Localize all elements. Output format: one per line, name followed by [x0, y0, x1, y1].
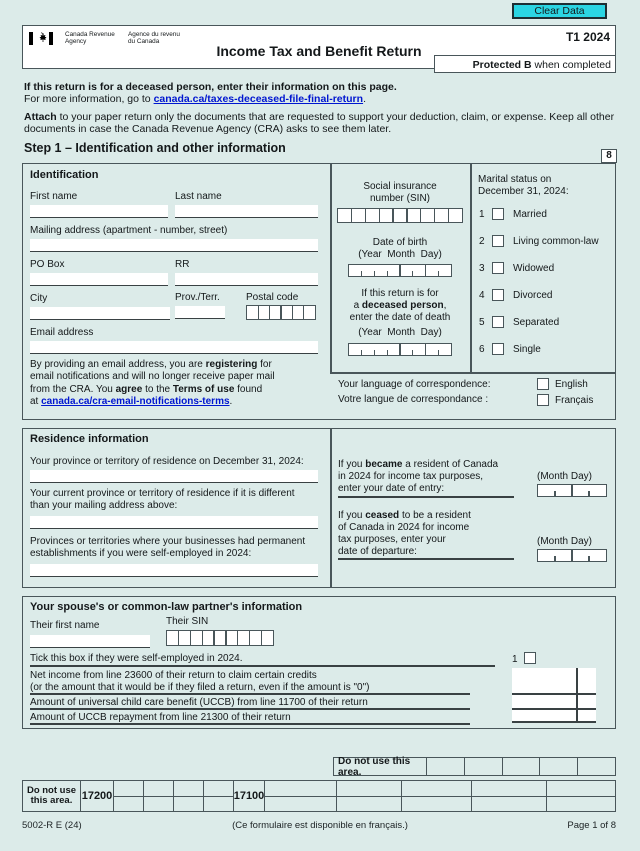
spouse-heading: Your spouse's or common-law partner's information	[30, 601, 303, 613]
email-registration-note: By providing an email address, you are registering for email notifications and will no longer receive paper mail from the CRA. You agree to the Terms of use found at canada.ca/cra-email-notifications-terms.	[30, 359, 275, 408]
po-box-input[interactable]	[30, 273, 168, 286]
spouse-amount-fields[interactable]	[512, 668, 596, 723]
french-availability-note: (Ce formulaire est disponible en français.)	[232, 820, 408, 831]
became-resident-label: If you became a resident of Canada in 2024 for income tax purposes, enter your date of entry:	[338, 459, 499, 494]
band-cell	[264, 781, 336, 811]
residence-q2-label: Your current province or territory of residence if it is different than your mailing address above:	[30, 488, 295, 511]
language-english-label: English	[555, 379, 588, 390]
residence-q3-label: Provinces or territories where your businesses had permanent establishments if you were self-employed in 2024:	[30, 536, 306, 559]
spouse-self-employed-num: 1	[512, 654, 518, 665]
spouse-self-employed-checkbox[interactable]	[524, 652, 536, 664]
band-cell	[173, 781, 203, 811]
attach-instruction-line1: Attach to your paper return only the documents that are requested to support your deduction, claim, or expense. Keep all other	[24, 111, 615, 123]
spouse-net-income-label: Net income from line 23600 of their return to claim certain credits (or the amount that it would be if they filed a return, even if the amount is "0")	[30, 670, 370, 693]
ceased-resident-rule	[338, 558, 514, 560]
marital-single-label: Single	[513, 344, 541, 355]
marital-widowed-checkbox[interactable]	[492, 262, 504, 274]
language-francais-label: Français	[555, 395, 594, 406]
first-name-input[interactable]	[30, 205, 168, 218]
form-id-label: T1 2024	[565, 30, 610, 44]
band-cell	[203, 781, 233, 811]
email-input[interactable]	[30, 341, 318, 354]
protected-b-label: Protected B when completed	[472, 59, 611, 71]
code-17100-cell: 17100	[233, 781, 264, 811]
postal-code-input[interactable]	[246, 305, 316, 320]
sin-label: Social insurance number (SIN)	[363, 181, 437, 204]
ceased-resident-label: If you ceased to be a resident of Canada in 2024 for income tax purposes, enter your date of departure:	[338, 510, 471, 557]
agency-name-en: Canada Revenue Agency	[65, 31, 115, 45]
more-info-line: For more information, go to canada.ca/taxes-deceased-file-final-return.	[24, 93, 366, 105]
spouse-first-name-input[interactable]	[30, 635, 150, 648]
dob-ymd-label: (Year Month Day)	[358, 249, 442, 260]
marital-num-6: 6	[479, 344, 485, 355]
spouse-sin-label: Their SIN	[166, 616, 209, 627]
marital-divorced-label: Divorced	[513, 290, 553, 301]
cents-divider	[576, 668, 578, 723]
marital-num-5: 5	[479, 317, 485, 328]
date-of-death-input[interactable]	[348, 343, 452, 356]
spouse-uccb-repayment-rule	[30, 723, 470, 725]
marital-num-2: 2	[479, 236, 485, 247]
city-label: City	[30, 293, 48, 304]
marital-num-3: 3	[479, 263, 485, 274]
step1-heading: Step 1 – Identification and other information	[24, 141, 286, 155]
identification-heading: Identification	[30, 169, 99, 181]
mailing-address-input[interactable]	[30, 239, 318, 252]
became-resident-rule	[338, 496, 514, 498]
entry-month-day-label: (Month Day)	[537, 471, 593, 482]
date-of-departure-input[interactable]	[537, 549, 607, 562]
departure-month-day-label: (Month Day)	[537, 536, 593, 547]
residence-q2-input[interactable]	[30, 516, 318, 529]
band-cell	[471, 781, 546, 811]
deceased-info-link[interactable]: canada.ca/taxes-deceased-file-final-return	[153, 93, 364, 105]
band-cell	[401, 781, 471, 811]
postal-code-label: Postal code	[246, 292, 299, 303]
attach-instruction-line2: documents in case the Canada Revenue Agency (CRA) asks to see them later.	[24, 123, 392, 135]
marital-commonlaw-checkbox[interactable]	[492, 235, 504, 247]
death-ymd-label: (Year Month Day)	[358, 327, 442, 338]
form-code: 5002-R E (24)	[22, 820, 82, 831]
marital-num-4: 4	[479, 290, 485, 301]
marital-widowed-label: Widowed	[513, 263, 555, 274]
protected-b-box	[434, 55, 616, 73]
dnu-cell	[464, 758, 502, 775]
form-title: Income Tax and Benefit Return	[216, 43, 422, 59]
spouse-net-income-rule	[30, 693, 470, 695]
residence-q1-input[interactable]	[30, 470, 318, 483]
prov-terr-label: Prov./Terr.	[175, 292, 220, 303]
prov-terr-input[interactable]	[175, 306, 225, 319]
mailing-address-label: Mailing address (apartment - number, street)	[30, 225, 228, 236]
marital-separated-checkbox[interactable]	[492, 316, 504, 328]
do-not-use-top-box	[333, 757, 616, 776]
marital-married-label: Married	[513, 209, 547, 220]
city-input[interactable]	[30, 307, 170, 320]
date-of-birth-label: Date of birth	[372, 237, 428, 248]
clear-data-button[interactable]: Clear Data	[512, 3, 607, 19]
last-name-input[interactable]	[175, 205, 318, 218]
language-divider	[330, 372, 616, 374]
dnu-cell	[539, 758, 577, 775]
last-name-label: Last name	[175, 191, 222, 202]
residence-q1-label: Your province or territory of residence on December 31, 2024:	[30, 456, 304, 467]
date-of-entry-input[interactable]	[537, 484, 607, 497]
language-francais-checkbox[interactable]	[537, 394, 549, 406]
date-of-death-note: If this return is for a deceased person, enter the date of death	[349, 288, 451, 323]
spouse-self-employed-rule	[30, 665, 495, 667]
sin-input[interactable]	[337, 208, 463, 223]
id-divider-2	[470, 163, 472, 372]
dnu-cell	[426, 758, 464, 775]
agency-name-fr: Agence du revenu du Canada	[128, 31, 180, 45]
spouse-uccb-label: Amount of universal child care benefit (UCCB) from line 11700 of their return	[30, 697, 368, 708]
language-label-fr: Votre langue de correspondance :	[338, 394, 489, 405]
rr-label: RR	[175, 259, 190, 270]
band-cell	[143, 781, 173, 811]
spouse-first-name-label: Their first name	[30, 620, 100, 631]
first-name-label: First name	[30, 191, 78, 202]
spouse-sin-input[interactable]	[166, 630, 274, 646]
do-not-use-top-label: Do not use this area.	[338, 755, 411, 778]
marital-num-1: 1	[479, 209, 485, 220]
residence-divider	[330, 428, 332, 588]
marital-divorced-checkbox[interactable]	[492, 289, 504, 301]
po-box-label: PO Box	[30, 259, 65, 270]
do-not-use-band	[22, 780, 616, 812]
band-cell	[336, 781, 401, 811]
spouse-uccb-rule	[30, 708, 470, 710]
rr-input[interactable]	[175, 273, 318, 286]
marital-separated-label: Separated	[513, 317, 560, 328]
residence-heading: Residence information	[30, 433, 149, 445]
dnu-cell	[502, 758, 540, 775]
residence-q3-input[interactable]	[30, 564, 318, 577]
spouse-uccb-repayment-label: Amount of UCCB repayment from line 21300 of their return	[30, 712, 291, 723]
do-not-use-band-label: Do not use this area.	[26, 784, 77, 806]
marital-married-checkbox[interactable]	[492, 208, 504, 220]
dnu-cell	[577, 758, 615, 775]
marital-single-checkbox[interactable]	[492, 343, 504, 355]
language-english-checkbox[interactable]	[537, 378, 549, 390]
date-of-birth-input[interactable]	[348, 264, 452, 277]
marital-commonlaw-label: Living common-law	[513, 236, 599, 247]
spouse-self-employed-label: Tick this box if they were self-employed in 2024.	[30, 653, 243, 664]
band-cell	[113, 781, 143, 811]
page-tag-8-box: 8	[601, 149, 617, 163]
code-17200-cell: 17200	[80, 781, 113, 811]
email-terms-link[interactable]: canada.ca/cra-email-notifications-terms	[41, 396, 230, 408]
marital-status-label: Marital status on December 31, 2024:	[478, 174, 569, 197]
deceased-instruction: If this return is for a deceased person, enter their information on this page.	[24, 81, 397, 93]
email-label: Email address	[30, 327, 94, 338]
page-number: Page 1 of 8	[567, 820, 616, 831]
language-label-en: Your language of correspondence:	[338, 379, 491, 390]
band-cell	[546, 781, 615, 811]
